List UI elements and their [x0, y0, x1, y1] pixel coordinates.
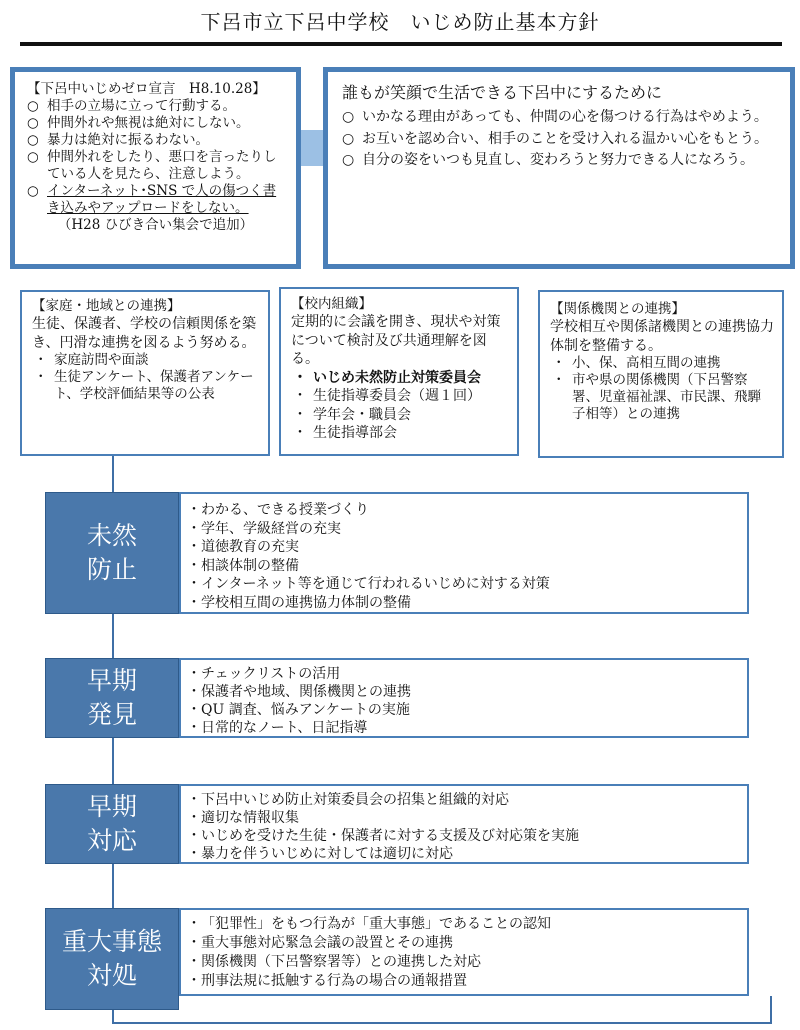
family-item: ・ 生徒アンケート、保護者アンケート、学校評価結果等の公表	[32, 369, 260, 403]
school-item: ・ 生徒指導委員会（週１回）	[291, 387, 507, 406]
goal-item: ○ いかなる理由があっても、仲間の心を傷つける行為はやめよう。	[342, 108, 776, 127]
section-item: ・ 「犯罪性」をもつ行為が「重大事態」であることの認知	[189, 915, 737, 934]
agencies-box	[538, 290, 784, 458]
section-label-text: 未然 防止	[86, 521, 137, 584]
section-item: ・ 道徳教育の充実	[189, 538, 737, 557]
section-item: ・ 保護者や地域、関係機関との連携	[189, 683, 737, 701]
section-label-early-response	[45, 784, 179, 864]
section-box-early-response	[179, 784, 749, 864]
section-label-prevention	[45, 492, 179, 614]
section-item: ・ チェックリストの活用	[189, 665, 737, 683]
declaration-item-added: ○ インターネット･SNS で人の傷つく書き込みやアップロードをしない。	[27, 183, 284, 217]
family-item: ・ 家庭訪問や面談	[32, 352, 260, 369]
goal-item: ○ お互いを認め合い、相手のことを受け入れる温かい心をもとう。	[342, 130, 776, 149]
goal-heading: 誰もが笑顔で生活できる下呂中にするために	[342, 83, 663, 102]
school-list	[291, 369, 507, 443]
section-label-text: 早期 発見	[86, 666, 137, 729]
section-item: ・ QU 調査、悩みアンケートの実施	[189, 701, 737, 719]
family-box	[20, 290, 270, 456]
section-item: ・ インターネット等を通じて行われるいじめに対する対策	[189, 575, 737, 594]
flow-line-bottom	[112, 1022, 772, 1024]
declaration-item: ○ 暴力は絶対に振るわない。	[27, 132, 284, 149]
family-list	[32, 352, 260, 403]
agencies-item: ・ 小、保、高相互間の連携	[550, 355, 774, 372]
section-label-text: 早期 対応	[86, 792, 137, 855]
declaration-item: ○ 仲間外れや無視は絶対にしない。	[27, 115, 284, 132]
goal-box	[323, 67, 795, 269]
section-label-serious-case	[45, 908, 179, 1010]
school-item: ・ 生徒指導部会	[291, 424, 507, 443]
section-box-serious-case	[179, 908, 749, 996]
section-label-early-detection	[45, 658, 179, 738]
declaration-item: ○ 相手の立場に立って行動する。	[27, 98, 284, 115]
page-title: 下呂市立下呂中学校 いじめ防止基本方針	[200, 10, 600, 34]
declaration-box	[10, 67, 301, 269]
declaration-note: （H28 ひびき合い集会で追加）	[57, 217, 254, 233]
agencies-item: ・ 市や県の関係機関（下呂警察署、児童福祉課、市民課、飛騨子相等）との連携	[550, 372, 774, 423]
section-item: ・ 関係機関（下呂警察署等）との連携した対応	[189, 953, 737, 972]
agencies-list	[550, 355, 774, 423]
family-text: 生徒、保護者、学校の信頼関係を築き、円滑な連携を図るよう努める。	[32, 316, 256, 351]
declaration-heading: 【下呂中いじめゼロ宣言 H8.10.28】	[27, 81, 266, 97]
school-item: ・ 学年会・職員会	[291, 406, 507, 425]
section-label-text: 重大事態 対処	[61, 927, 162, 990]
declaration-list	[27, 98, 284, 217]
school-item-main: ・ いじめ未然防止対策委員会	[291, 369, 507, 388]
title-underline	[20, 42, 782, 46]
flow-line	[112, 864, 114, 908]
section-item: ・ 重大事態対応緊急会議の設置とその連携	[189, 934, 737, 953]
family-heading: 【家庭・地域との連携】	[32, 298, 181, 314]
declaration-item: ○ 仲間外れをしたり、悪口を言ったりしている人を見たら、注意しよう。	[27, 149, 284, 183]
agencies-heading: 【関係機関との連携】	[550, 301, 685, 317]
section-item: ・ わかる、できる授業づくり	[189, 501, 737, 520]
section-box-prevention	[179, 492, 749, 614]
section-item: ・ 学校相互間の連携協力体制の整備	[189, 594, 737, 613]
school-text: 定期的に会議を開き、現状や対策について検討及び共通理解を図る。	[291, 314, 501, 367]
section-box-early-detection	[179, 658, 749, 738]
section-item: ・ 適切な情報収集	[189, 809, 737, 827]
flow-line	[112, 614, 114, 658]
section-item: ・ いじめを受けた生徒・保護者に対する支援及び対応策を実施	[189, 827, 737, 845]
section-item: ・ 日常的なノート、日記指導	[189, 719, 737, 737]
school-box	[279, 287, 519, 456]
flow-line	[112, 738, 114, 784]
section-item: ・ 学年、学級経営の充実	[189, 520, 737, 539]
goal-list	[342, 108, 776, 170]
flow-line	[770, 996, 772, 1024]
goal-item: ○ 自分の姿をいつも見直し、変わろうと努力できる人になろう。	[342, 151, 776, 170]
agencies-text: 学校相互や関係諸機関との連携協力体制を整備する。	[550, 319, 774, 354]
section-item: ・ 相談体制の整備	[189, 557, 737, 576]
school-heading: 【校内組織】	[291, 296, 372, 312]
section-item: ・ 暴力を伴ういじめに対しては適切に対応	[189, 845, 737, 863]
section-item: ・ 刑事法規に抵触する行為の場合の通報措置	[189, 972, 737, 991]
flow-line	[112, 456, 114, 492]
section-item: ・ 下呂中いじめ防止対策委員会の招集と組織的対応	[189, 791, 737, 809]
